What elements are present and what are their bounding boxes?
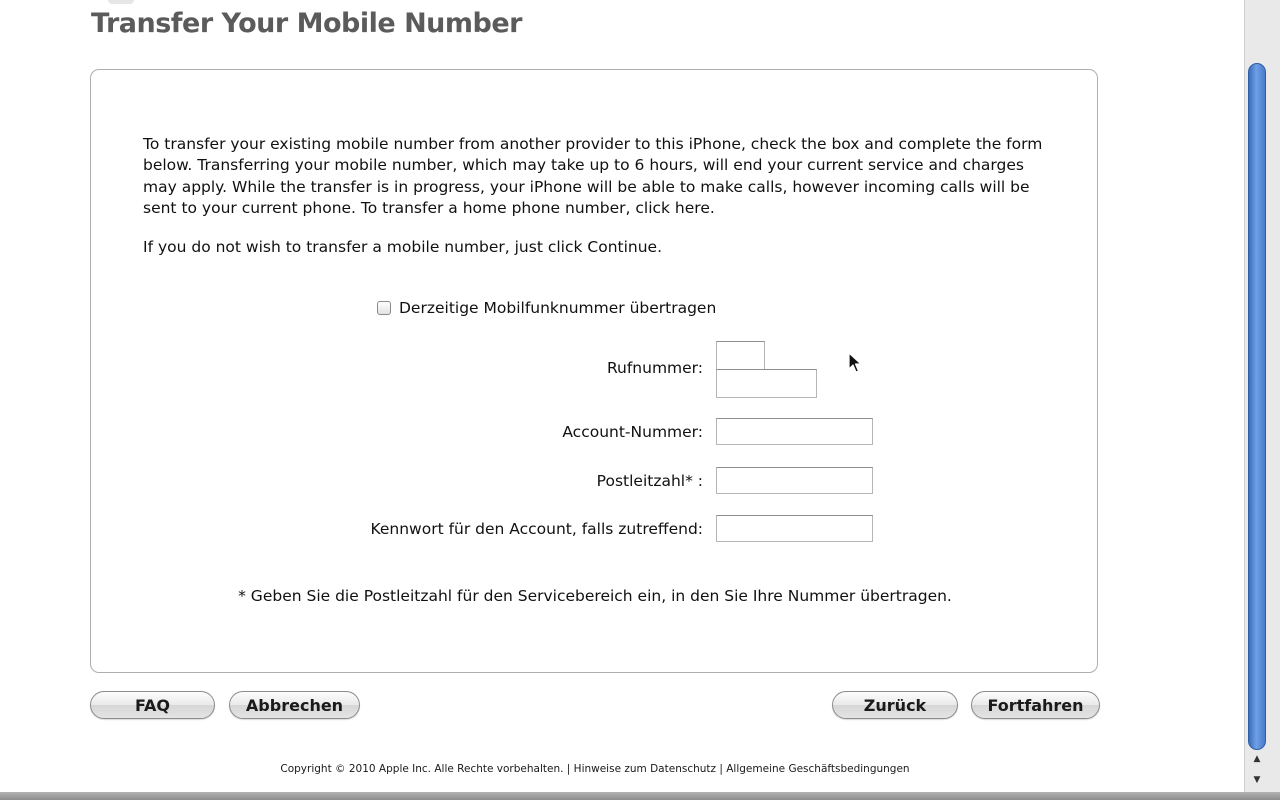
phone-number-input[interactable] xyxy=(716,369,817,398)
continue-button[interactable]: Fortfahren xyxy=(971,691,1100,719)
transfer-number-checkbox[interactable] xyxy=(377,301,391,315)
account-password-input[interactable] xyxy=(716,515,873,542)
account-number-input[interactable] xyxy=(716,418,873,445)
window-bottom-bar xyxy=(0,792,1280,800)
copyright-footer: Copyright © 2010 Apple Inc. Alle Rechte vorbehalten. | Hinweise zum Datenschutz | Allgemeine Geschäftsbedingungen xyxy=(280,763,910,775)
zip-code-input[interactable] xyxy=(716,467,873,494)
transfer-form-panel xyxy=(90,69,1098,673)
cancel-button[interactable]: Abbrechen xyxy=(229,691,360,719)
account-password-label: Kennwort für den Account, falls zutreffend: xyxy=(370,520,703,538)
mouse-cursor-icon xyxy=(848,352,862,374)
scroll-down-icon[interactable]: ▼ xyxy=(1248,773,1266,787)
faq-button[interactable]: FAQ xyxy=(90,691,215,719)
zip-footnote: * Geben Sie die Postleitzahl für den Servicebereich ein, in den Sie Ihre Nummer übertragen. xyxy=(238,587,952,605)
account-number-label: Account-Nummer: xyxy=(562,423,703,441)
zip-code-label: Postleitzahl* : xyxy=(596,472,703,490)
back-button[interactable]: Zurück xyxy=(832,691,958,719)
scrollbar-thumb[interactable] xyxy=(1248,63,1266,750)
header-tab-remnant xyxy=(108,0,134,4)
phone-number-label: Rufnummer: xyxy=(606,359,703,377)
transfer-number-checkbox-label: Derzeitige Mobilfunknummer übertragen xyxy=(399,299,717,317)
transfer-number-checkbox-row[interactable] xyxy=(377,299,716,317)
intro-text: To transfer your existing mobile number from another provider to this iPhone, check the box and complete the form below. Transferring your mobile number, which may take up to 6 hours, will end your current service and charges may apply. While the transfer is in progress, your iPhone will be able to make calls, however incoming calls will be sent to your current phone. To transfer a home phone number, click here. xyxy=(143,135,1043,217)
continue-hint-text: If you do not wish to transfer a mobile number, just click Continue. xyxy=(143,238,663,256)
area-code-input[interactable] xyxy=(716,341,765,370)
scroll-up-icon[interactable]: ▲ xyxy=(1248,752,1266,766)
page-title: Transfer Your Mobile Number xyxy=(91,8,522,39)
